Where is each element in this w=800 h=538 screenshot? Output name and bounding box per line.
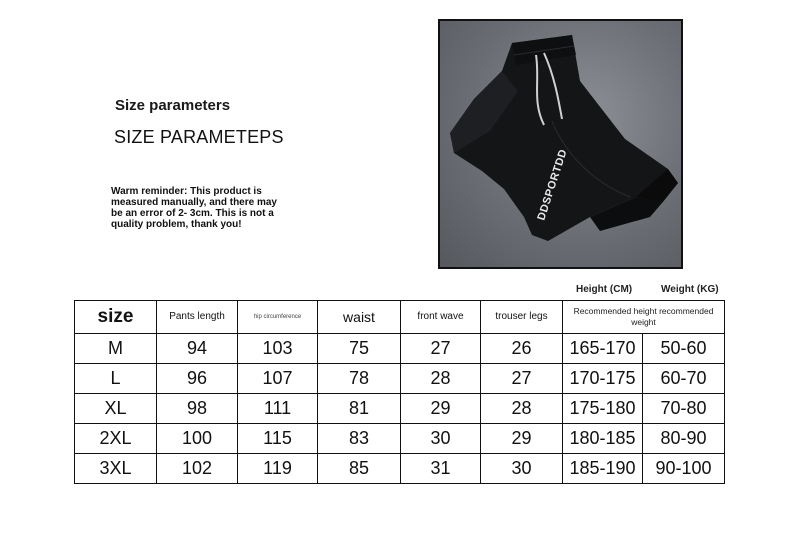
cell-front-wave: 30 — [401, 424, 481, 454]
cell-front-wave: 27 — [401, 334, 481, 364]
cell-hip: 111 — [238, 394, 318, 424]
header-trouser-legs: trouser legs — [481, 301, 563, 334]
cell-weight: 80-90 — [643, 424, 725, 454]
cell-height: 175-180 — [563, 394, 643, 424]
cell-waist: 83 — [318, 424, 401, 454]
cell-trouser-legs: 26 — [481, 334, 563, 364]
table-row — [75, 334, 725, 364]
jogger-pants-illustration — [440, 21, 683, 269]
cell-hip: 107 — [238, 364, 318, 394]
size-chart-table — [74, 300, 725, 484]
cell-waist: 85 — [318, 454, 401, 484]
cell-front-wave: 28 — [401, 364, 481, 394]
product-photo — [438, 19, 683, 269]
cell-trouser-legs: 29 — [481, 424, 563, 454]
table-header-row — [75, 301, 725, 334]
cell-length: 102 — [157, 454, 238, 484]
cell-hip: 115 — [238, 424, 318, 454]
cell-front-wave: 29 — [401, 394, 481, 424]
section-subtitle: SIZE PARAMETEPS — [114, 127, 284, 147]
cell-size: L — [75, 364, 157, 394]
cell-front-wave: 31 — [401, 454, 481, 484]
table-row — [75, 424, 725, 454]
cell-size: 2XL — [75, 424, 157, 454]
cell-weight: 70-80 — [643, 394, 725, 424]
table-row — [75, 454, 725, 484]
table-row — [75, 364, 725, 394]
cell-height: 180-185 — [563, 424, 643, 454]
warm-reminder-note: Warm reminder: This product is measured manually, and there may be an error of 2- 3cm. This is not a quality problem, thank you! — [111, 186, 277, 230]
header-recommended: Recommended height recommended weight — [563, 301, 725, 334]
height-header: Height (CM) — [576, 284, 633, 295]
header-size: size — [75, 301, 157, 334]
cell-hip: 103 — [238, 334, 318, 364]
cell-weight: 60-70 — [643, 364, 725, 394]
product-print-text: DDSPORTDD — [535, 147, 570, 222]
cell-weight: 90-100 — [643, 454, 725, 484]
table-row — [75, 394, 725, 424]
header-pants-length: Pants length — [157, 301, 238, 334]
cell-trouser-legs: 30 — [481, 454, 563, 484]
cell-size: 3XL — [75, 454, 157, 484]
cell-trouser-legs: 28 — [481, 394, 563, 424]
header-waist: waist — [318, 301, 401, 334]
cell-height: 165-170 — [563, 334, 643, 364]
weight-header: Weight (KG) — [661, 284, 719, 295]
header-front-wave: front wave — [401, 301, 481, 334]
cell-size: M — [75, 334, 157, 364]
cell-height: 170-175 — [563, 364, 643, 394]
cell-height: 185-190 — [563, 454, 643, 484]
cell-size: XL — [75, 394, 157, 424]
cell-length: 94 — [157, 334, 238, 364]
cell-weight: 50-60 — [643, 334, 725, 364]
cell-waist: 75 — [318, 334, 401, 364]
cell-length: 98 — [157, 394, 238, 424]
cell-length: 96 — [157, 364, 238, 394]
header-hip-circumference: hip circumference — [238, 301, 318, 334]
cell-waist: 78 — [318, 364, 401, 394]
section-title: Size parameters — [115, 97, 231, 114]
cell-length: 100 — [157, 424, 238, 454]
cell-hip: 119 — [238, 454, 318, 484]
cell-waist: 81 — [318, 394, 401, 424]
cell-trouser-legs: 27 — [481, 364, 563, 394]
